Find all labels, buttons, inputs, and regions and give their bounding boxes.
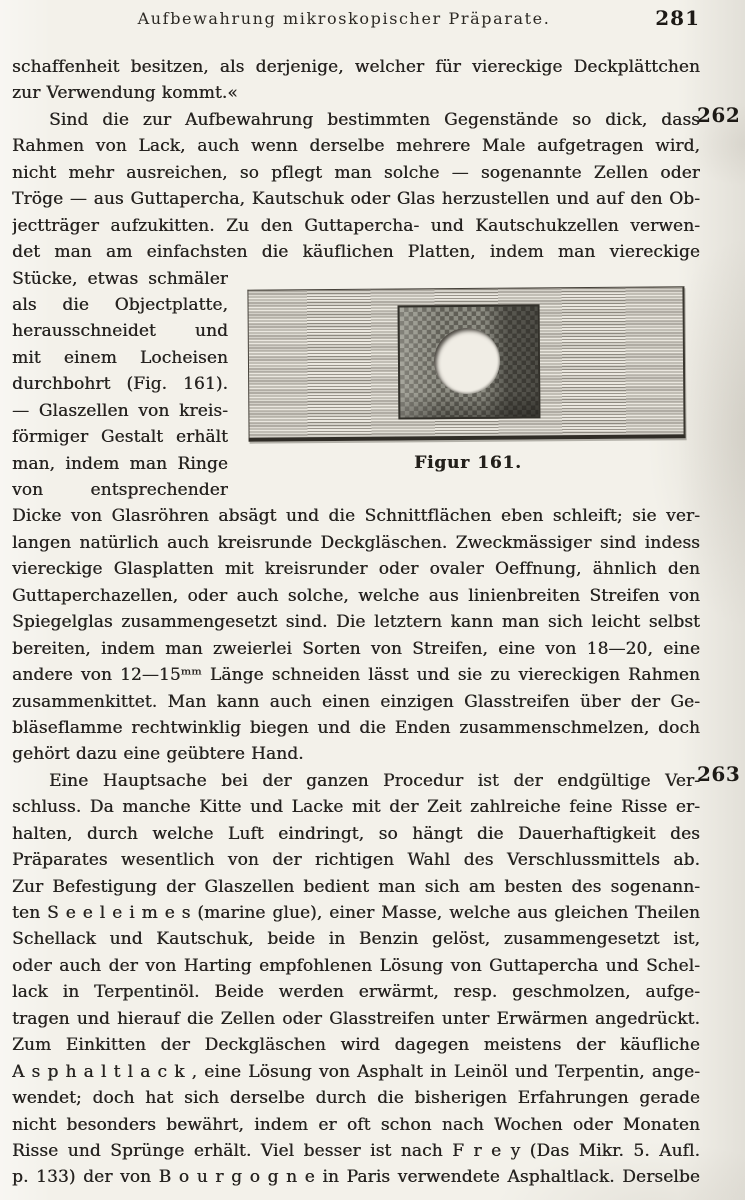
text-line: Risse und Sprünge erhält. Viel besser ist nach F r e y (Das Mikr. 5. Aufl. bbox=[12, 1140, 700, 1161]
text-line: nicht besonders bewährt, indem er oft schon nach Wochen oder Monaten bbox=[12, 1114, 700, 1135]
text-line: Spiegelglas zusammengesetzt sind. Die letztern kann man sich leicht selbst bbox=[12, 612, 700, 633]
aperture-hole bbox=[434, 327, 501, 394]
text-line: von entsprechender bbox=[12, 480, 228, 500]
text-line: durchbohrt (Fig. 161). bbox=[12, 374, 228, 395]
text-line: A s p h a l t l a c k , eine Lösung von Asphalt in Leinöl und Terpentin, ange- bbox=[12, 1061, 700, 1082]
text-line: Dicke von Glasröhren absägt und die Schnittflächen eben schleift; sie ver- bbox=[12, 506, 700, 527]
text-line: Zum Einkitten der Deckgläschen wird dagegen meistens der käufliche bbox=[12, 1035, 700, 1056]
text-line: Rahmen von Lack, auch wenn derselbe mehrere Male aufgetragen wird, bbox=[12, 136, 700, 157]
text-line: Eine Hauptsache bei der ganzen Procedur ist der endgültige Ver- bbox=[49, 770, 700, 791]
text-line: als die Objectplatte, bbox=[12, 294, 228, 315]
text-line: Präparates wesentlich von der richtigen Wahl des Verschlussmittels ab. bbox=[12, 850, 700, 871]
page-number: 281 bbox=[655, 6, 700, 30]
margin-section-number-262: 262 bbox=[697, 103, 741, 127]
text-line: — Glaszellen von kreis- bbox=[12, 400, 228, 421]
margin-section-number-263: 263 bbox=[697, 762, 741, 786]
text-line: Guttaperchazellen, oder auch solche, welche aus linienbreiten Streifen von bbox=[12, 585, 700, 606]
paragraph-1 bbox=[12, 54, 700, 107]
text-line: herausschneidet und bbox=[12, 321, 228, 342]
text-line: schluss. Da manche Kitte und Lacke mit der Zeit zahlreiche feine Risse er- bbox=[12, 797, 700, 818]
glass-slide-illustration bbox=[247, 286, 685, 441]
text-line: jectträger aufzukitten. Zu den Guttapercha- und Kautschukzellen verwen- bbox=[12, 215, 700, 236]
text-line: lack in Terpentinöl. Beide werden erwärmt, resp. geschmolzen, aufge- bbox=[12, 982, 700, 1003]
running-head bbox=[12, 6, 700, 37]
paragraph-2 bbox=[12, 107, 700, 768]
text-line: langen natürlich auch kreisrunde Deckgläschen. Zweckmässiger sind indess bbox=[12, 532, 700, 553]
text-line: viereckige Glasplatten mit kreisrunder oder ovaler Oeffnung, ähnlich den bbox=[12, 559, 700, 580]
text-line: oder auch der von Harting empfohlenen Lösung von Guttapercha und Schel- bbox=[12, 955, 700, 976]
text-line: Zur Befestigung der Glaszellen bedient man sich am besten des sogenann- bbox=[12, 876, 700, 897]
text-line: man, indem man Ringe bbox=[12, 453, 228, 474]
text-line: förmiger Gestalt erhält bbox=[12, 427, 228, 448]
text-line: bläseflamme rechtwinklig biegen und die Enden zusammenschmelzen, doch bbox=[12, 717, 700, 738]
text-line: andere von 12—15ᵐᵐ Länge schneiden lässt und sie zu viereckigen Rahmen bbox=[12, 665, 700, 686]
text-line: zusammenkittet. Man kann auch einen einzigen Glasstreifen über der Ge- bbox=[12, 691, 700, 712]
cell-plate-illustration bbox=[398, 304, 541, 419]
text-line: p. 133) der von B o u r g o g n e in Paris verwendete Asphaltlack. Derselbe bbox=[12, 1167, 700, 1188]
text-line: halten, durch welche Luft eindringt, so hängt die Dauerhaftigkeit des bbox=[12, 823, 700, 844]
text-line: mit einem Locheisen bbox=[12, 347, 228, 368]
text-line: zur Verwendung kommt.« bbox=[12, 83, 238, 104]
text-line: Schellack und Kautschuk, beide in Benzin gelöst, zusammengesetzt ist, bbox=[12, 929, 700, 950]
text-line: gehört dazu eine geübtere Hand. bbox=[12, 744, 304, 765]
text-line: det man am einfachsten die käuflichen Platten, indem man viereckige bbox=[12, 242, 700, 263]
running-title: Aufbewahrung mikroskopischer Präparate. bbox=[137, 9, 551, 28]
paragraph-3 bbox=[12, 768, 700, 1191]
text-line: tragen und hierauf die Zellen oder Glasstreifen unter Erwärmen angedrückt. bbox=[12, 1008, 700, 1029]
text-line: wendet; doch hat sich derselbe durch die bisherigen Erfahrungen gerade bbox=[12, 1088, 700, 1109]
text-line: bereiten, indem man zweierlei Sorten von Streifen, eine von 18—20, eine bbox=[12, 638, 700, 659]
narrow-text-column bbox=[12, 266, 228, 504]
text-line: Tröge — aus Guttapercha, Kautschuk oder Glas herzustellen und auf den Ob- bbox=[12, 189, 700, 210]
figure-caption: Figur 161. bbox=[414, 452, 522, 473]
figure-161 bbox=[248, 266, 688, 504]
figure-row bbox=[12, 266, 700, 504]
text-line: Sind die zur Aufbewahrung bestimmten Gegenstände so dick, dass bbox=[49, 109, 700, 130]
text-block bbox=[12, 54, 700, 1191]
text-line: nicht mehr ausreichen, so pflegt man solche — sogenannte Zellen oder bbox=[12, 162, 700, 183]
text-line: Stücke, etwas schmäler bbox=[12, 268, 228, 289]
text-line: schaffenheit besitzen, als derjenige, welcher für viereckige Deckplättchen bbox=[12, 57, 700, 77]
text-line: ten S e e l e i m e s (marine glue), einer Masse, welche aus gleichen Theilen bbox=[12, 903, 700, 923]
